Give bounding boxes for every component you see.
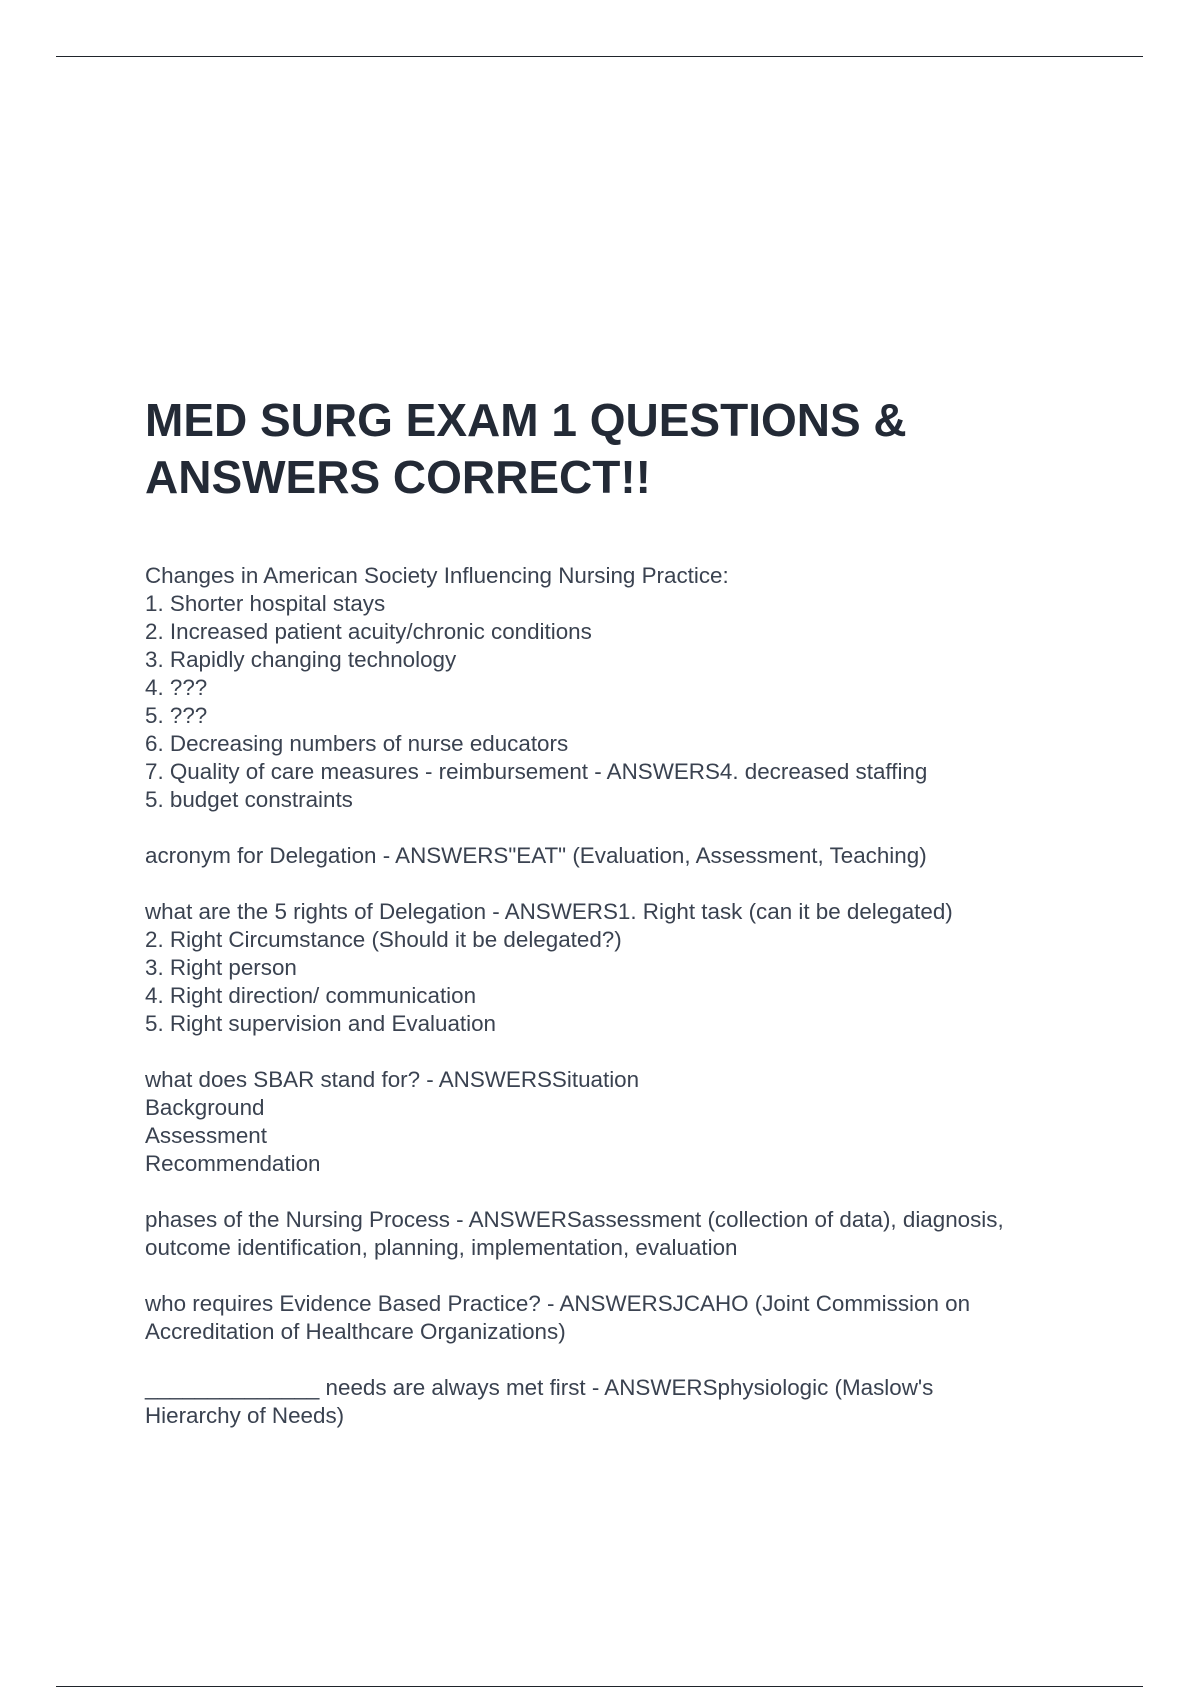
qa-block-sbar [145, 1066, 1090, 1178]
question-text: ______________ needs are always met first - ANSWERSphysiologic (Maslow's [145, 1375, 934, 1400]
answer-line: Accreditation of Healthcare Organizations) [145, 1319, 566, 1344]
answer-line: Recommendation [145, 1151, 321, 1176]
question-text: Changes in American Society Influencing Nursing Practice: [145, 563, 729, 588]
document-body [145, 562, 1090, 1458]
qa-block-nursing-practice-changes [145, 562, 1090, 814]
question-text: what are the 5 rights of Delegation - ANSWERS1. Right task (can it be delegated) [145, 899, 953, 924]
list-item: 2. Increased patient acuity/chronic conditions [145, 619, 592, 644]
qa-block-delegation-acronym [145, 842, 1090, 870]
bottom-rule [56, 1686, 1143, 1687]
list-item: 3. Right person [145, 955, 297, 980]
qa-block-nursing-process [145, 1206, 1090, 1262]
list-item: 5. ??? [145, 703, 208, 728]
top-rule [56, 56, 1143, 57]
answer-line: Background [145, 1095, 265, 1120]
qa-block-evidence-based-practice [145, 1290, 1090, 1346]
list-item: 1. Shorter hospital stays [145, 591, 386, 616]
answer-line: Assessment [145, 1123, 267, 1148]
list-item: 7. Quality of care measures - reimbursement - ANSWERS4. decreased staffing [145, 759, 928, 784]
list-item: 3. Rapidly changing technology [145, 647, 457, 672]
question-text: who requires Evidence Based Practice? - ANSWERSJCAHO (Joint Commission on [145, 1291, 971, 1316]
list-item: 6. Decreasing numbers of nurse educators [145, 731, 569, 756]
title-line: ANSWERS CORRECT!! [145, 451, 651, 503]
list-item: 5. budget constraints [145, 787, 353, 812]
qa-block-rights-of-delegation [145, 898, 1090, 1038]
list-item: 4. Right direction/ communication [145, 983, 477, 1008]
list-item: 4. ??? [145, 675, 208, 700]
list-item: 2. Right Circumstance (Should it be delegated?) [145, 927, 622, 952]
qa-block-maslow-needs [145, 1374, 1090, 1430]
list-item: 5. Right supervision and Evaluation [145, 1011, 497, 1036]
answer-line: Hierarchy of Needs) [145, 1403, 345, 1428]
question-text: phases of the Nursing Process - ANSWERSassessment (collection of data), diagnosis, [145, 1207, 1004, 1232]
question-text: what does SBAR stand for? - ANSWERSSituation [145, 1067, 640, 1092]
page-title [145, 392, 1105, 506]
question-text: acronym for Delegation - ANSWERS"EAT" (Evaluation, Assessment, Teaching) [145, 843, 927, 868]
title-line: MED SURG EXAM 1 QUESTIONS & [145, 394, 907, 446]
answer-line: outcome identification, planning, implementation, evaluation [145, 1235, 738, 1260]
